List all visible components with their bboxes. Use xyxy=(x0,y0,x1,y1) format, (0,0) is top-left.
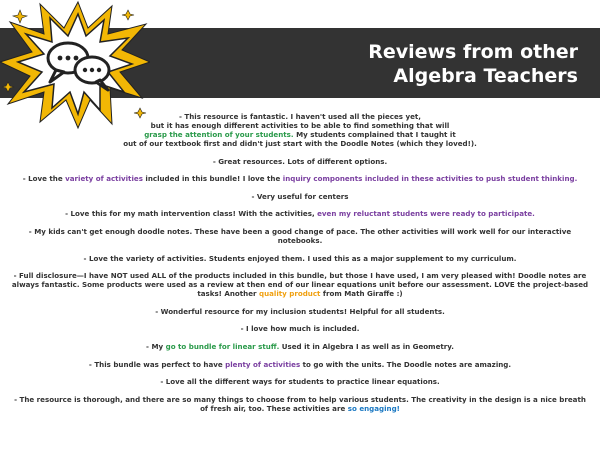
review-text: - I love how much is included. xyxy=(240,324,360,334)
review-text: out of our textbook first and didn't just start with the Doodle Notes (which they loved!). xyxy=(123,139,477,148)
review-item xyxy=(10,254,590,263)
review-item xyxy=(10,192,590,201)
review-highlight: quality product xyxy=(259,289,321,299)
dot xyxy=(58,56,63,61)
dot xyxy=(97,68,101,72)
review-text: - Love the variety of activities. Students enjoyed them. I used this as a major supplement to my curriculum. xyxy=(83,253,517,263)
review-text: included in this bundle! I love the xyxy=(142,174,283,184)
review-item xyxy=(10,227,590,245)
review-text: - Love this for my math intervention class! With the activities, xyxy=(65,209,318,219)
review-text: My students complained that I taught it xyxy=(293,130,456,139)
sparkle-icon xyxy=(13,10,27,23)
review-text: Used it in Algebra I as well as in Geometry. xyxy=(279,341,454,351)
review-text: - The resource is thorough, and there are so many things to choose from to help various students. The creativity in the design is a nice breath of fresh air, too. These activities are xyxy=(14,394,586,413)
review-item xyxy=(10,209,590,218)
review-text: - Great resources. Lots of different options. xyxy=(212,156,388,166)
review-item xyxy=(10,324,590,333)
review-text: - My xyxy=(146,341,166,351)
review-highlight: variety of activities xyxy=(65,174,143,184)
title-line-2: Algebra Teachers xyxy=(393,65,578,87)
review-text: - This bundle was perfect to have xyxy=(88,359,226,369)
dot xyxy=(90,68,94,72)
review-highlight: go to bundle for linear stuff. xyxy=(165,341,280,351)
review-text: - My kids can't get enough doodle notes. These have been a good change of pace. The other activities will work well for our interactive notebooks. xyxy=(28,226,572,245)
dot xyxy=(74,56,79,61)
dot xyxy=(83,68,87,72)
review-highlight: inquiry components included in these activities to push student thinking. xyxy=(282,174,578,184)
review-highlight: even my reluctant students were ready to participate. xyxy=(317,209,535,219)
review-item xyxy=(10,307,590,316)
comic-burst-badge xyxy=(0,0,150,130)
review-text: - Very useful for centers xyxy=(251,191,349,201)
review-text: to go with the units. The Doodle notes are amazing. xyxy=(300,359,512,369)
dot xyxy=(66,56,71,61)
review-highlight: plenty of activities xyxy=(225,359,301,369)
review-text: - Love all the different ways for students to practice linear equations. xyxy=(160,377,440,387)
review-text: - Full disclosure—I have NOT used ALL of the products included in this bundle, but those I have used, I am very pleased with! Doodle notes are always fantastic. Some products were used as a review at then end of our linear equations unit before our assessment. LOVE the project-based tasks! Another xyxy=(11,271,589,299)
review-item xyxy=(10,271,590,298)
title-line-1: Reviews from other xyxy=(368,41,578,63)
reviews-list xyxy=(10,112,590,421)
review-text: - Wonderful resource for my inclusion students! Helpful for all students. xyxy=(155,306,445,316)
review-item xyxy=(10,112,590,148)
review-item xyxy=(10,377,590,386)
review-text: from Math Giraffe :) xyxy=(320,289,403,299)
review-item xyxy=(10,174,590,183)
review-text: but it has enough different activities to be able to find something that will xyxy=(150,121,450,130)
review-highlight: so engaging! xyxy=(347,403,400,413)
review-item xyxy=(10,157,590,166)
review-item xyxy=(10,395,590,413)
page-title xyxy=(368,40,578,88)
review-highlight: grasp the attention of your students. xyxy=(144,130,294,139)
review-item xyxy=(10,360,590,369)
sparkle-icon xyxy=(2,82,14,92)
review-text: - Love the xyxy=(22,174,66,184)
sparkle-icon xyxy=(122,10,134,20)
review-text: - This resource is fantastic. I haven't used all the pieces yet, xyxy=(179,112,421,121)
review-item xyxy=(10,342,590,351)
